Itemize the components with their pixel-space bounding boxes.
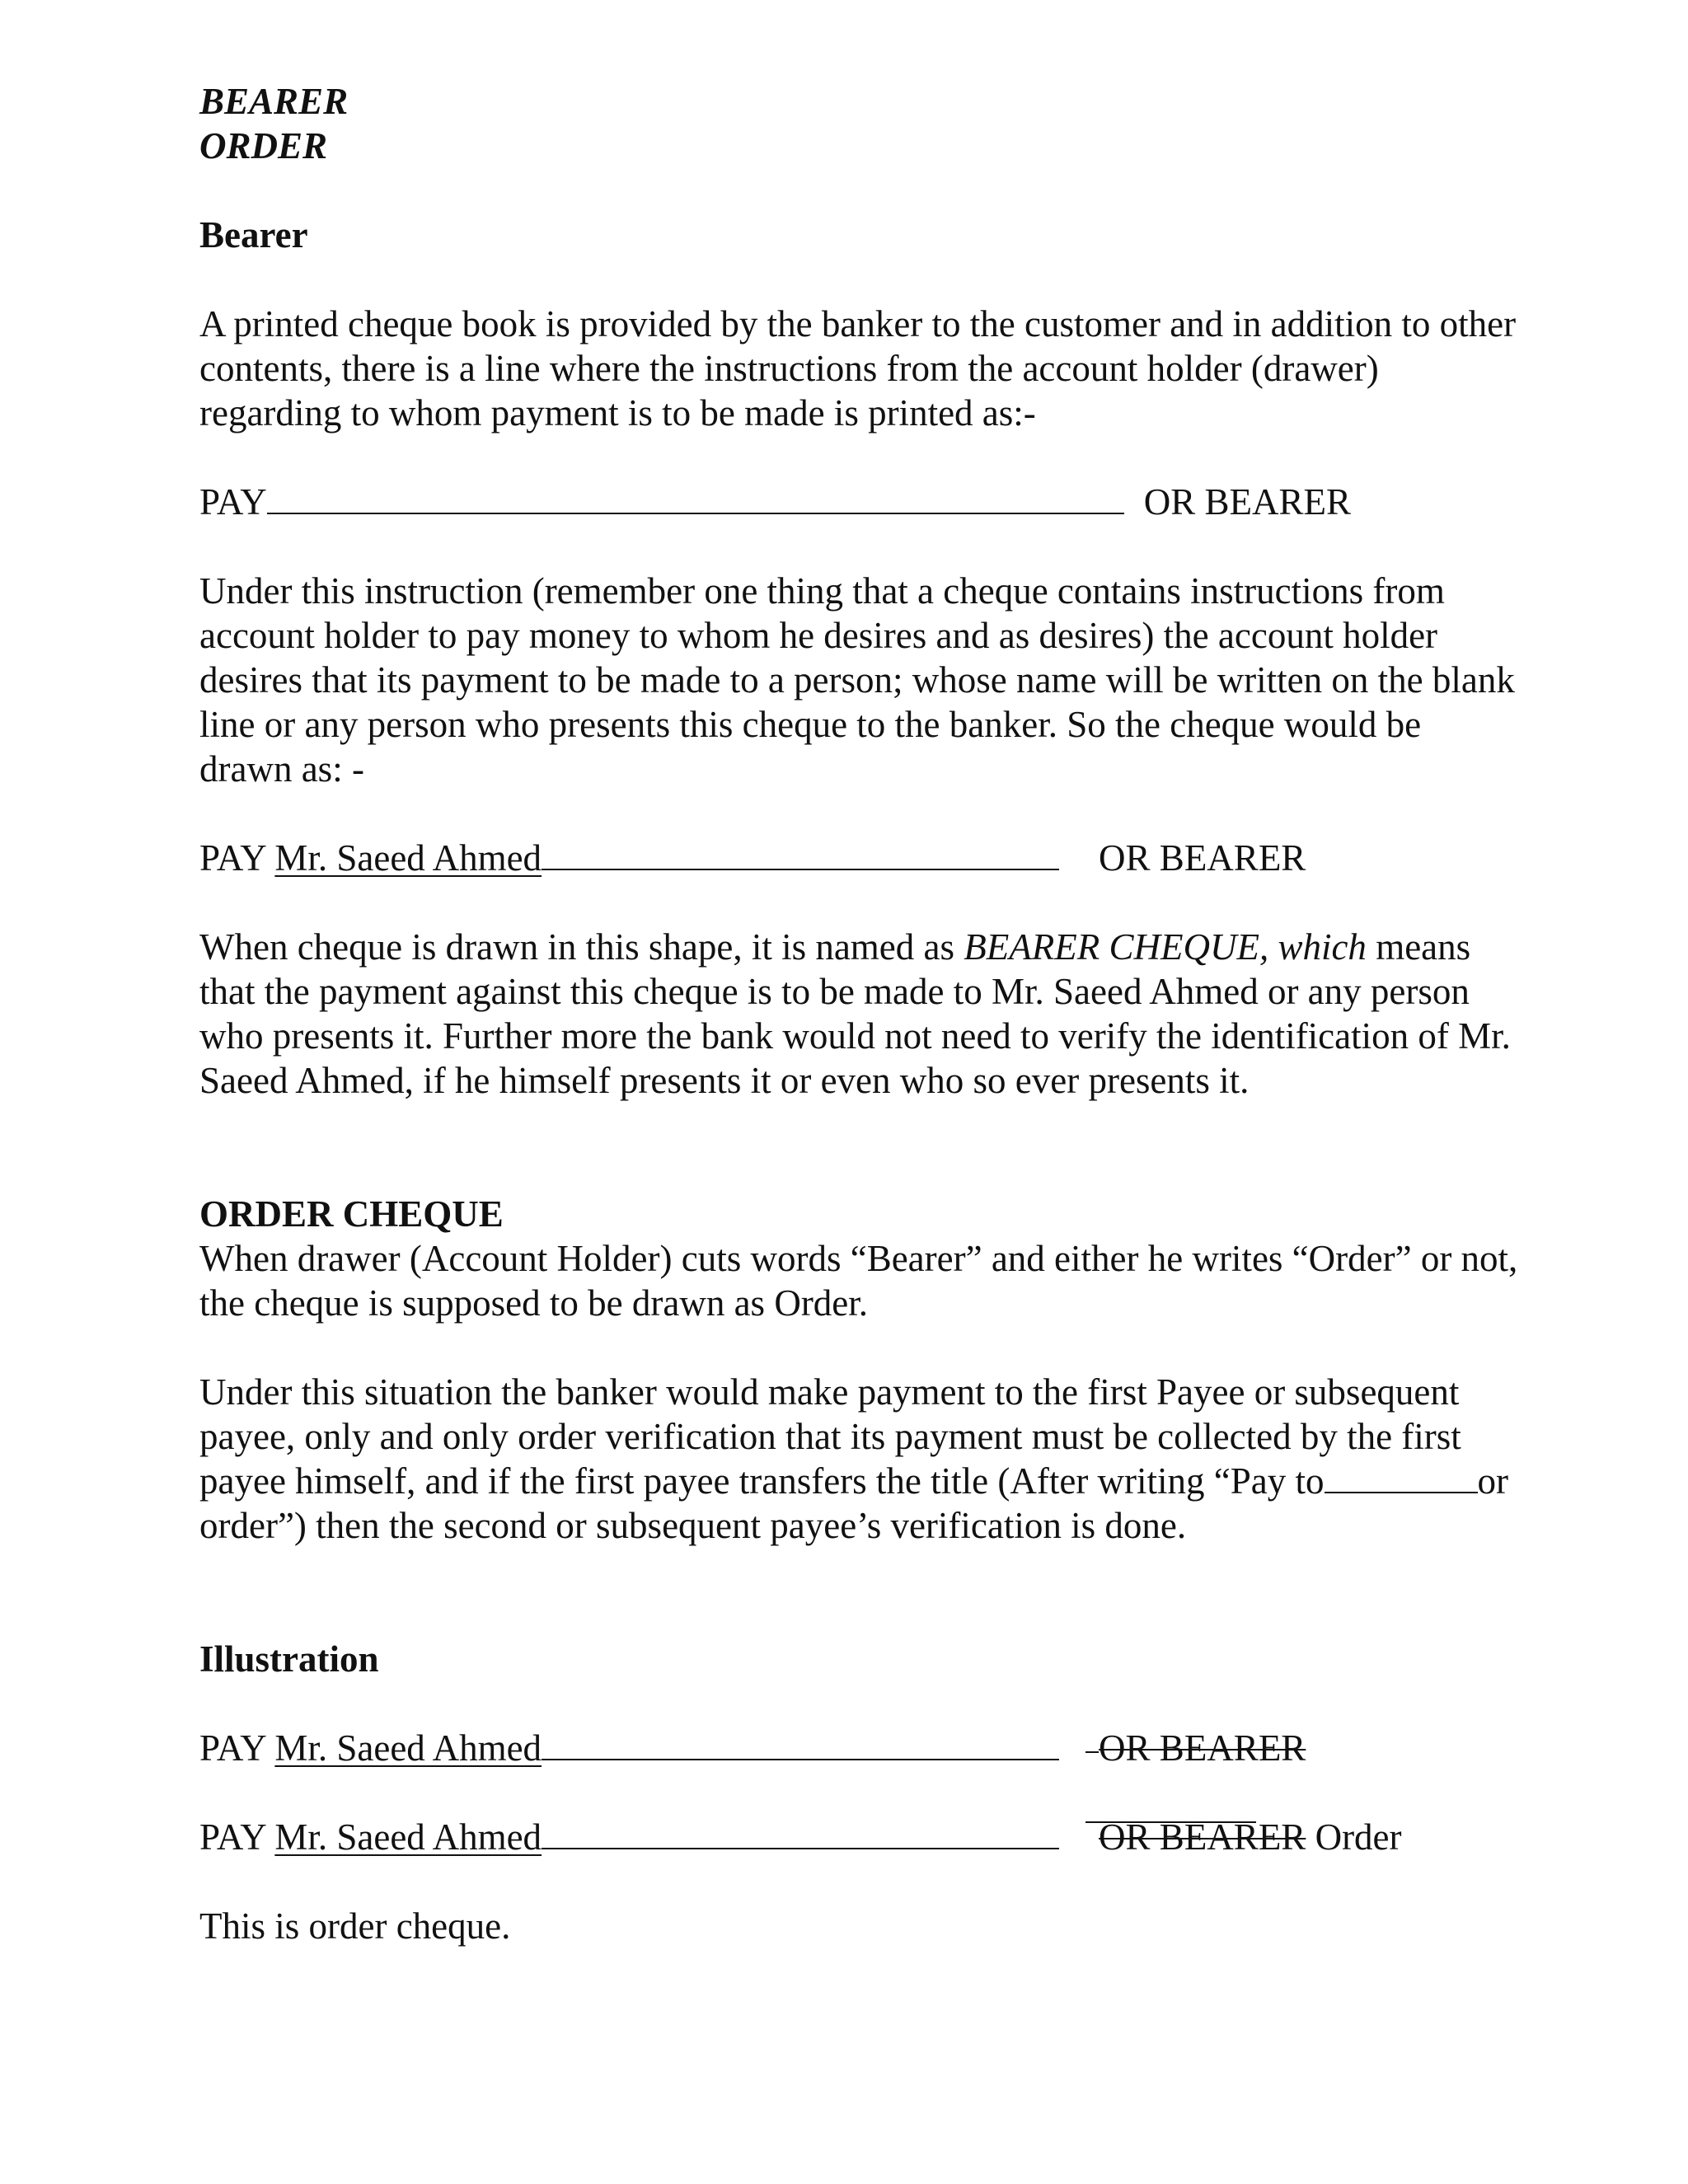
payee-name: Mr. Saeed Ahmed: [274, 1816, 542, 1858]
heading-illustration: Illustration: [199, 1638, 379, 1680]
situation-text-post: or order”) then the second or subsequent payee’s verification is done.: [199, 1460, 1509, 1546]
paragraph-situation: [199, 1370, 1518, 1548]
or-bearer-label: OR BEARER: [1099, 837, 1306, 879]
paragraph-instruction: Under this instruction (remember one thing that a cheque contains instructions from account holder to pay money to whom he desires and as desires) the account holder desires that its payment to be made to a person; whose name will be written on the blank line or any person who presents this cheque to the banker. So the cheque would be drawn as: -: [199, 570, 1515, 790]
heading-bearer: Bearer: [199, 214, 308, 255]
order-label: Order: [1315, 1816, 1402, 1858]
pay-label: PAY: [199, 1727, 266, 1769]
paragraph-bearer-cheque: [199, 925, 1518, 1103]
paragraph-closing: This is order cheque.: [199, 1905, 511, 1947]
paragraph-intro: A printed cheque book is provided by the banker to the customer and in addition to other contents, there is a line where the instructions from the account holder (drawer) regarding to whom payment is to be made is printed as:-: [199, 303, 1517, 434]
or-bearer-label: OR BEARER: [1143, 481, 1352, 523]
or-bearer-struck: OR BEARER: [1099, 1727, 1306, 1769]
cheque-line-bearer: [199, 836, 1518, 880]
payee-blank-line: [542, 1726, 1059, 1760]
document-page: [199, 79, 1518, 1948]
pay-to-blank-line: [1325, 1459, 1478, 1493]
heading-bearer-italic: BEARER: [199, 81, 349, 122]
or-bearer-struck: OR BEARER: [1099, 1816, 1306, 1858]
payee-blank-line: [542, 1815, 1059, 1849]
heading-order-cheque: ORDER CHEQUE: [199, 1193, 504, 1235]
payee-name: Mr. Saeed Ahmed: [274, 837, 542, 879]
pay-label: PAY: [199, 837, 266, 879]
paragraph-order-definition: When drawer (Account Holder) cuts words “Bearer” and either he writes “Order” or not, the cheque is supposed to be drawn as Order.: [199, 1238, 1518, 1324]
bearer-cheque-emphasis: BEARER CHEQUE, which: [964, 926, 1367, 968]
bearer-cheque-text-post: means that the payment against this cheque is to be made to Mr. Saeed Ahmed or any person who presents it. Further more the bank would not need to verify the identification of Mr. Saeed Ahmed, if he himself presents it or even who so ever presents it.: [199, 926, 1511, 1101]
cheque-line-struck: [199, 1726, 1518, 1770]
payee-blank-line: [267, 480, 1124, 514]
situation-text-pre: Under this situation the banker would make payment to the first Payee or subsequent payee, only and only order verification that its payment must be collected by the first payee himself, and if the first payee transfers the title (After writing “Pay to: [199, 1371, 1461, 1502]
pay-label: PAY: [199, 1816, 266, 1858]
cheque-line-order: [199, 1815, 1518, 1859]
heading-order-italic: ORDER: [199, 125, 328, 166]
bearer-cheque-text-pre: When cheque is drawn in this shape, it is named as: [199, 926, 964, 968]
pay-label: PAY: [199, 481, 267, 523]
strike-dash: [1085, 1751, 1099, 1753]
cheque-line-blank: [199, 480, 1518, 524]
payee-blank-line: [542, 836, 1059, 870]
payee-name: Mr. Saeed Ahmed: [274, 1727, 542, 1769]
